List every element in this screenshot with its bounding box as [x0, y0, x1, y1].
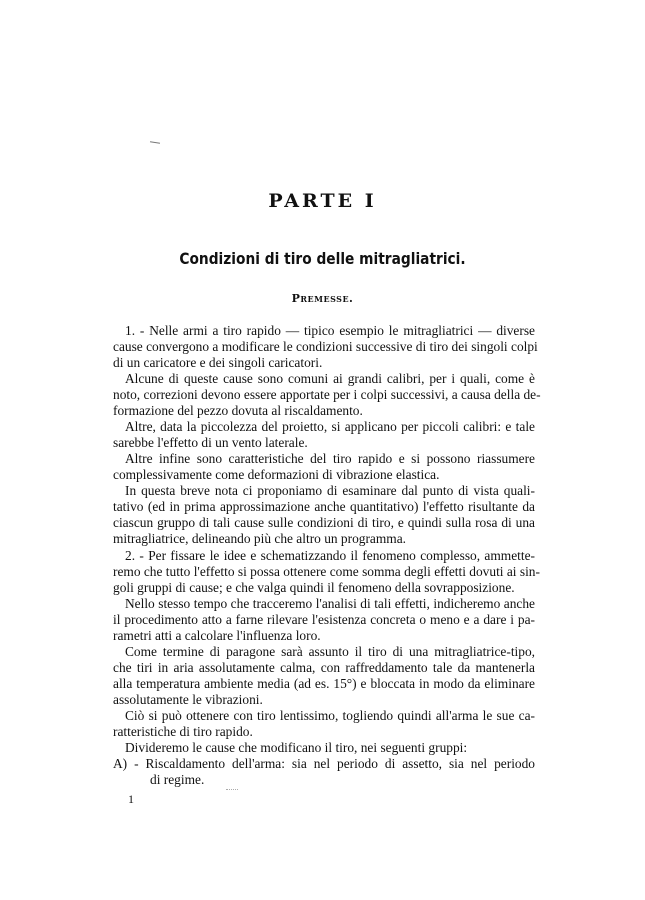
text-line: di un caricatore e dei singoli caricatori. [113, 355, 323, 370]
text-line: tativo (ed in prima approssimazione anche quantitativo) l'effetto risultante da [113, 499, 535, 514]
text-line: assolutamente le vibrazioni. [113, 692, 263, 707]
text-line: Altre infine sono caratteristiche del tiro rapido e si possono riassumere [125, 451, 535, 466]
text-line: rametri atti a calcolare l'influenza loro. [113, 628, 321, 643]
paragraph-block-2 [113, 548, 540, 788]
list-item-a: A) - Riscaldamento dell'arma: sia nel periodo di assetto, sia nel periodo [113, 756, 535, 771]
text-line: cause convergono a modificare le condizioni successive di tiro dei singoli colpi [113, 339, 538, 354]
text-line: sarebbe l'effetto di un vento laterale. [113, 435, 308, 450]
text-line: che tiri in aria assolutamente calma, con raffreddamento tale da mantenerla [113, 660, 535, 675]
text-line: remo che tutto l'effetto si possa ottenere come somma degli effetti dovuti ai sin- [113, 564, 540, 579]
text-line: 1. - Nelle armi a tiro rapido — tipico esempio le mitragliatrici — diverse [125, 323, 535, 338]
text-line: mitragliatrice, delineando più che altro un programma. [113, 531, 406, 546]
text-line: In questa breve nota ci proponiamo di esaminare dal punto di vista quali- [125, 483, 535, 498]
chapter-title: Condizioni di tiro delle mitragliatrici. [179, 249, 466, 268]
text-line: Come termine di paragone sarà assunto il tiro di una mitragliatrice-tipo, [125, 644, 535, 659]
text-line: di regime. [150, 772, 205, 787]
text-line: complessivamente come deformazioni di vibrazione elastica. [113, 467, 440, 482]
text-line: noto, correzioni devono essere apportate per i colpi successivi, a causa della de- [113, 387, 541, 402]
text-line: 2. - Per fissare le idee e schematizzando il fenomeno complesso, ammette- [125, 548, 535, 563]
text-line: Ciò si può ottenere con tiro lentissimo, togliendo quindi all'arma le sue ca- [125, 708, 535, 723]
paragraph-block-1 [113, 323, 541, 547]
text-line: Alcune di queste cause sono comuni ai grandi calibri, per i quali, come è [125, 371, 535, 386]
ink-mark [150, 141, 160, 143]
text-line: goli gruppi di cause; e che valga quindi il fenomeno della sovrapposizione. [113, 580, 515, 595]
text-line: ciascun gruppo di tali cause sulle condizioni di tiro, e quindi sulla rosa di una [113, 515, 535, 530]
text-line: Altre, data la piccolezza del proietto, si applicano per piccoli calibri: e tale [125, 419, 535, 434]
text-line: alla temperatura ambiente media (ad es. 15°) e bloccata in modo da eliminare [113, 676, 535, 691]
part-title: PARTE I [268, 190, 377, 212]
text-line: ratteristiche di tiro rapido. [113, 724, 253, 739]
text-line: Nello stesso tempo che tracceremo l'analisi di tali effetti, indicheremo anche [125, 596, 535, 611]
text-line: formazione del pezzo dovuta al riscaldamento. [113, 403, 363, 418]
text-line: il procedimento atto a farne rilevare l'esistenza concreta o meno e a dare i pa- [113, 612, 535, 627]
section-heading: Premesse. [291, 292, 354, 305]
text-line: Divideremo le cause che modificano il tiro, nei seguenti gruppi: [125, 740, 468, 755]
print-smudge [226, 789, 238, 792]
page-number: 1 [128, 792, 134, 806]
